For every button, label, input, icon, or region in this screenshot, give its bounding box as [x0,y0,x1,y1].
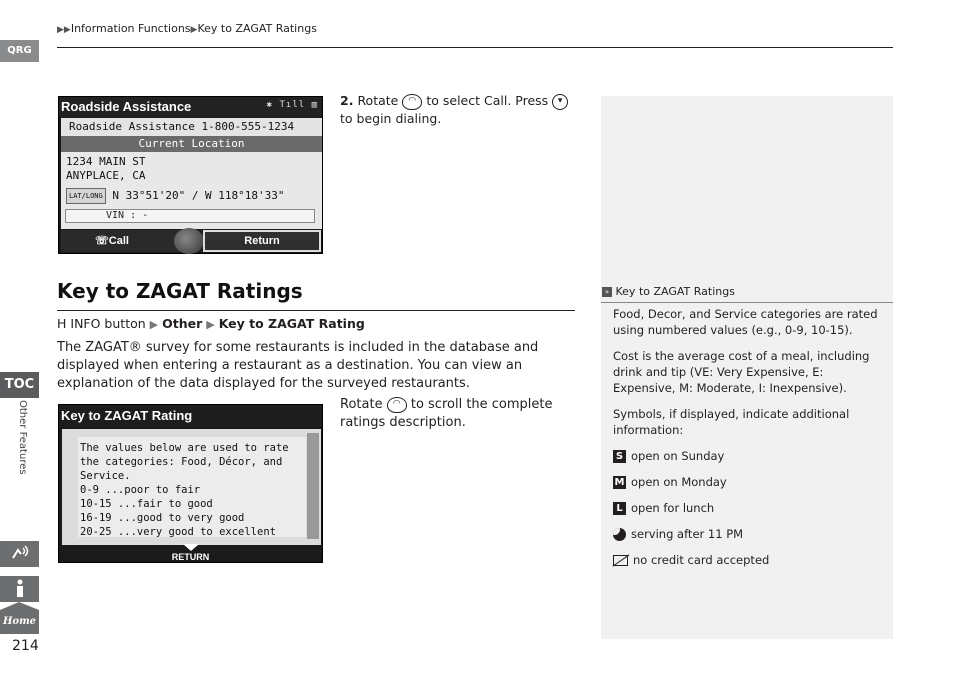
zagat-rating-screen [58,404,323,563]
symbol-row [613,552,881,568]
symbol-label: open on Monday [631,475,727,489]
lunch-icon: L [613,502,626,515]
rating-line: 0-9 ...poor to fair [80,484,201,496]
address-line-2: ANYPLACE, CA [66,169,146,182]
note-heading-text: Key to ZAGAT Ratings [615,285,735,298]
rating-line: The values below are used to rate [80,442,289,454]
info-icon [13,579,27,599]
monday-icon: M [614,476,625,488]
nav-other: Other [162,316,203,331]
page-number: 214 [12,638,39,654]
info-tab[interactable] [0,576,39,602]
return-button[interactable]: RETURN [59,546,322,563]
nav-info-button: INFO button [70,316,146,331]
roadside-phone-row: Roadside Assistance 1-800-555-1234 [61,118,322,136]
step-text: to begin dialing. [340,111,442,126]
note-paragraph: Cost is the average cost of a meal, including drink and tip (VE: Very Expensive, E: Expensive, M: Moderate, I: Inexpensive). [613,349,870,395]
section-title: Key to ZAGAT Ratings [57,279,303,303]
qrg-tab[interactable]: QRG [0,40,39,62]
sunday-icon: S [613,450,626,463]
latlong-tag: LAT/LONG [66,188,106,204]
step-number: 2. [340,93,354,108]
breadcrumb-arrow-icon: ▶▶ [57,25,71,35]
rating-line: the categories: Food, Décor, and [80,456,283,468]
rating-description-text [78,437,306,537]
roadside-assistance-screen [58,96,323,254]
rating-line: 16-19 ...good to very good [80,512,245,524]
vin-field: VIN : - [65,209,315,223]
symbol-row [613,474,881,490]
intro-paragraph: The ZAGAT® survey for some restaurants is included in the database and displayed when entering a restaurant as a destination. You can view an explanation of the data displayed for the surveyed restaurants. [57,340,539,391]
voice-command-icon [9,544,31,564]
symbol-label: open on Sunday [631,449,725,463]
screen-title: Roadside Assistance [59,97,322,117]
section-divider [57,310,575,311]
symbol-label: no credit card accepted [633,553,770,567]
call-button[interactable]: ☏Call [61,230,191,252]
note-heading [601,284,893,300]
toc-tab[interactable]: TOC [0,372,39,398]
no-credit-card-icon [613,555,628,566]
voice-command-tab[interactable] [0,541,39,567]
current-location-header: Current Location [61,136,322,152]
interface-dial-rotate-icon: ◠ [387,397,407,413]
rotate-instruction [340,396,575,432]
rating-line: Service. [80,470,131,482]
section-label: Other Features [17,400,28,475]
rating-line: 10-15 ...fair to good [80,498,213,510]
scrollbar[interactable] [307,433,319,539]
breadcrumb-link-information-functions[interactable]: Information Functions [70,22,191,35]
interface-dial-press-icon: ▾ [552,94,568,110]
interface-dial-rotate-icon: ◠ [402,94,422,110]
breadcrumb-arrow-icon: ▶ [190,25,198,35]
info-button-icon: H [57,316,67,331]
rating-description-box [62,429,321,545]
interface-dial-knob [174,228,204,254]
step-2-instruction [340,92,580,128]
symbol-row [613,448,881,464]
return-button[interactable]: Return [203,230,321,252]
step-text: to select [426,93,481,108]
call-keyword: Call [484,93,508,108]
note-paragraph: Symbols, if displayed, indicate additional information: [613,407,850,437]
symbol-row [613,526,881,542]
breadcrumb-current: Key to ZAGAT Ratings [197,22,317,35]
rotate-text: to scroll the complete ratings description. [340,397,553,430]
note-marker-icon: » [602,287,612,297]
note-paragraph: Food, Decor, and Service categories are rated using numbered values (e.g., 0-9, 10-15). [613,307,878,337]
rating-line: 20-25 ...very good to excellent [80,526,276,538]
latlong-value: N 33°51'20" / W 118°18'33" [112,189,285,202]
step-text: Rotate [357,93,399,108]
nav-key-to-zagat-rating: Key to ZAGAT Rating [218,316,365,331]
moon-icon [613,528,626,541]
step-text: . Press [507,93,549,108]
status-icons: ✱ Tıll ▥ [266,100,318,110]
home-tab[interactable]: Home [0,610,39,634]
symbol-label: serving after 11 PM [631,527,744,541]
symbol-label: open for lunch [631,501,715,515]
breadcrumb [57,22,317,35]
header-divider [57,47,893,48]
symbol-row [613,500,881,516]
address-line-1: 1234 MAIN ST [66,155,146,168]
nav-arrow-icon: ▶ [149,318,159,331]
rotate-text: Rotate [340,397,383,412]
nav-arrow-icon: ▶ [206,318,215,331]
note-divider [601,302,893,303]
screen-title: Key to ZAGAT Rating [59,405,322,427]
navigation-path [57,315,365,334]
note-body [613,306,881,578]
